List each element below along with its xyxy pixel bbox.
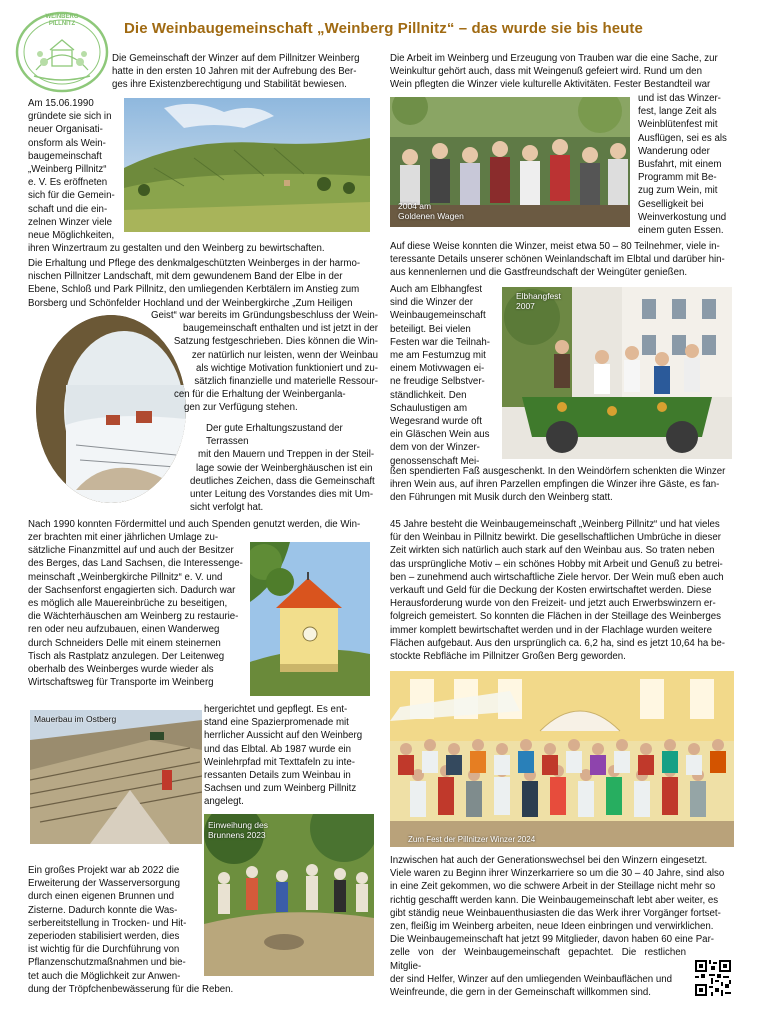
history-line: folgreich gemeistert. So konnten die Flächen in der Steillage des Weinberges — [390, 611, 722, 623]
elbhang-line: beteiligt. Bei vielen — [390, 323, 471, 335]
fest-line: Ausflügen, sei es als — [638, 132, 727, 144]
funding-paragraph — [28, 531, 250, 689]
intro-line: ges ihre Existenzberechtigung und Stabilität bewiesen. — [112, 79, 347, 91]
fest-line: zug zum Wein, mit — [638, 185, 718, 197]
funding-line: sätzliche Finanzmittel auf und auch der Besitzer — [28, 545, 234, 557]
elbhang-line: genossenschaft Mei- — [390, 455, 480, 467]
water-paragraph — [28, 864, 234, 996]
care-line: zer natürlich nur leisten, wenn der Weinbau — [191, 349, 378, 361]
fest-line: Weinblütenfest mit — [638, 119, 718, 131]
funding-top-line: Nach 1990 konnten Fördermittel und auch Spenden genutzt werden, die Win- — [28, 519, 361, 530]
care-paragraph — [28, 257, 378, 310]
fest-line: Busfahrt, mit einem — [638, 159, 722, 171]
fest-line: einem guten Essen. — [638, 225, 724, 237]
care-line: nischen Pillnitzer Landschaft, mit dem gewundenem Band der Elbe in der — [28, 271, 343, 283]
funding-line: es möglich alle Mauereinbrüche zu beseitigen, — [28, 598, 228, 610]
elbhangfest-caption: Elbhangfest 2007 — [516, 291, 561, 311]
wine-party-photo — [390, 97, 630, 227]
path-line: herrlicher Aussicht auf den Weinberg — [204, 730, 363, 742]
history-line: Herausforderung wurde von den Freizeit- und jetzt auch Erwerbswinzern er- — [390, 598, 716, 610]
fest-line: fest, lange Zeit als — [638, 106, 717, 118]
elbhang-line: Festen war die Teilnah- — [390, 336, 490, 348]
water-line: durch einen eigenen Brunnen und — [28, 891, 174, 903]
elbhangfest-photo — [502, 287, 732, 459]
generation-line: richtig geschafft werden kann. Die Weinbaugemeinschaft lebt aber weiter, es — [390, 894, 719, 906]
brunnen-caption: Einweihung des Brunnens 2023 — [208, 820, 269, 840]
way-paragraph — [390, 240, 736, 280]
history-line: immer komplett bewirtschaftet werden und in der Flachlage wurden weitere — [390, 624, 712, 636]
founding-line: Am 15.06.1990 — [28, 98, 94, 109]
elbhang-line: Weinbaugemeinschaft — [390, 310, 486, 322]
history-line: ben – zunehmend auch wirtschaftliche Ziele hervor. Der Wein muß eben auch — [390, 571, 724, 583]
founding-line: sich für die Gemein- — [28, 190, 115, 202]
history-line: verkauft und Geld für die Deckung der Kosten erwirtschaftet werden. Diese — [390, 585, 712, 597]
founding-line: neue Möglichkeiten, — [28, 230, 115, 242]
generation-line: Weinfreunde, die gern in der Gemeinschaft willkommen sind. — [390, 987, 651, 999]
generation-line: zelle von der Weinbaugemeinschaft gepachtet. Die restlichen Mitglie- — [390, 947, 686, 972]
history-line: stockte Rebfläche im Pillnitzer Großen Berg geworden. — [390, 651, 626, 663]
care-line: baugemeinschaft enthalten und ist jetzt in der — [183, 323, 378, 335]
way-line: Auf diese Weise konnten die Winzer, meist etwa 50 – 80 Teilnehmer, viele in- — [390, 241, 720, 252]
history-line: Flächen aufgebaut. Aus den ursprünglich ca. 6,2 ha, sind es jetzt 10,64 ha be- — [390, 637, 725, 649]
water-line: tet auch die Möglichkeit zur Anwen- — [28, 970, 181, 982]
funding-line: oberhalb des Weinberges wurde wieder als — [28, 664, 214, 676]
care-line: cen für die Erhaltung der Weinberganla- — [174, 389, 346, 401]
elbhang-line: ständlichkeit. Den — [390, 389, 467, 401]
funding-line: der Sachsenforst engagierten sich. Dadurch war — [28, 584, 236, 596]
generation-line: zen, fleißig im Weinberg arbeiten, neue Ideen einbringen und verwirklichen. — [390, 921, 714, 933]
fest-line: Geselligkeit bei — [638, 198, 704, 210]
care-line: Die Erhaltung und Pflege des denkmalgeschützten Weinberges in der harmo- — [28, 258, 361, 269]
funding-line: Wirtschaftsweg für Transporte im Weinberg — [28, 677, 214, 689]
culture-paragraph — [390, 52, 736, 92]
terrace-line: deutliches Zeichen, dass die Gemeinschaft — [190, 475, 375, 487]
water-line: Pflanzenschutzmaßnahmen und bie- — [28, 957, 186, 969]
terrace-line: sicht verfolgt hat. — [190, 502, 264, 514]
qr-code[interactable] — [693, 958, 733, 998]
winzerfest-group-photo — [390, 671, 734, 847]
logo — [14, 10, 110, 94]
terrace-line: mit den Mauern und Treppen in der Steil- — [198, 449, 375, 461]
elbhang-end-line: den Führungen mit Musik durch den Weinberg statt. — [390, 492, 613, 504]
elbhang-line: Wegesrand wurde oft — [390, 416, 482, 428]
way-line: aus kennenlernen und die Gastfreundschaft der Weingüter genießen. — [390, 267, 688, 279]
intro-line: hatte in den ersten 10 Jahren mit der Aufrebung des Ber- — [112, 66, 357, 78]
fest-line: und ist das Winzer- — [638, 93, 721, 104]
elbhang-line: me am Festumzug mit — [390, 350, 486, 362]
generation-line: Die Weinbaugemeinschaft hat jetzt 99 Mitglieder, davon haben 60 eine Par- — [390, 934, 715, 946]
elbhang-line: ein Gläschen Wein aus — [390, 429, 490, 441]
water-line: Erweiterung der Wasserversorgung — [28, 878, 181, 890]
care-line: Geist“ war bereits im Gründungsbeschluss der Wein- — [150, 310, 378, 321]
way-line: teressante Details unserer schönen Weinlandschaft im Elbtal und darüber hin- — [390, 254, 725, 266]
brunnen-photo — [204, 814, 374, 976]
path-line: stand eine Spazierpromenade mit — [204, 717, 349, 729]
elbhang-end-line: ihren Wein aus, auf ihren Parzellen empfingen die Winzer ihre Gäste, es fan- — [390, 479, 720, 491]
culture-line: Weinkultur gehört auch, dass mit Weingenuß gefeiert wird. Rund um den — [390, 66, 702, 78]
founding-line: e. V. Es eröffneten — [28, 177, 108, 189]
history-line: Zeit wirkten sich natürlich auch stark auf den Weinbau aus. So traten neben — [390, 545, 715, 557]
wagen-caption: 2004 am Goldenen Wagen — [398, 201, 464, 221]
founding-line: schaft und die ein- — [28, 203, 108, 215]
elbhang-paragraph — [390, 283, 508, 468]
history-paragraph — [390, 518, 736, 663]
logo-text: WEINBERG PILLNITZ — [45, 14, 79, 27]
path-line: ressanten Details zum Weinbau in — [204, 770, 351, 782]
founding-paragraph — [28, 97, 124, 242]
elbhang-end-paragraph — [390, 465, 736, 505]
fest-paragraph — [638, 92, 738, 237]
care-line: als wichtige Motivation funktioniert und zu- — [195, 362, 378, 374]
culture-line: Die Arbeit im Weinberg und Erzeugung von Trauben war die eine Sache, zur — [390, 53, 718, 64]
fest-line: Weinverkostung und — [638, 211, 727, 223]
founding-line: baugemeinschaft — [28, 150, 102, 162]
history-line: für den Weinbau in Pillnitz bewirkt. Die gesellschaftlichen Umbrüche in dieser — [390, 532, 721, 544]
founding-line: „Weinberg Pillnitz“ — [28, 164, 107, 176]
water-line: zeperioden stabilisiert werden, dies — [28, 931, 180, 943]
founding-line: zelnen Winzer viele — [28, 216, 112, 228]
path-line: hergerichtet und gepflegt. Es ent- — [204, 704, 348, 715]
intro-line: Die Gemeinschaft der Winzer auf dem Pillnitzer Weinberg — [112, 53, 360, 64]
path-line: und das Elbtal. Ab 1987 wurde ein — [204, 743, 352, 755]
elbhang-line: Auch am Elbhangfest — [390, 284, 483, 295]
elbhang-end-line: ßen spendierten Faß ausgeschenkt. In den Weindörfern schenkten die Winzer — [390, 466, 726, 477]
water-line: Zisterne. Dadurch konnte die Was- — [28, 904, 178, 916]
terrace-line: Der gute Erhaltungszustand der Terrassen — [206, 423, 343, 448]
history-line: das ursprüngliche Motiv – ein schönes Hobby mit Arbeit und Genuß zu betrei- — [390, 558, 723, 570]
elbhang-line: dem von der Winzer- — [390, 442, 480, 454]
founding-line: gründete sie sich in — [28, 111, 112, 123]
care-line: Ebene, Schloß und Park Pillnitz, den umliegenden Kerbtälern im Anstieg zum — [28, 284, 360, 296]
path-line: angelegt. — [204, 796, 244, 808]
winzerfest-caption: Zum Fest der Pillnitzer Winzer 2024 — [408, 835, 536, 844]
care-line: Satzung festgeschrieben. Dies können die Win- — [173, 336, 378, 348]
history-line: 45 Jahre besteht die Weinbaugemeinschaft „Weinberg Pillnitz“ und hat vieles — [390, 519, 720, 530]
founding-end-line: ihren Winzertraum zu gestalten und den Weinberg zu bewirtschaften. — [28, 243, 325, 254]
care-line: Borsberg und Schönfelder Hochland und der Weinbergkirche „Zum Heiligen — [28, 297, 353, 309]
founding-line: onsform als Wein- — [28, 137, 106, 149]
care-right-paragraph — [140, 309, 378, 415]
funding-line: durch Schneiders Delle mit einem steinernen — [28, 637, 221, 649]
intro-paragraph — [112, 52, 374, 92]
watchtower-photo — [250, 542, 370, 696]
fest-line: Wanderung oder — [638, 145, 710, 157]
elbhang-line: ne freudige Selbstver- — [390, 376, 485, 388]
terrace-line: unter Leitung des Vorstandes dies mit Um- — [190, 489, 374, 501]
funding-line: Tisch als Rastplatz anzulegen. Der Leitenweg — [28, 650, 225, 662]
terrace-paragraph — [190, 422, 378, 514]
vineyard-photo — [124, 98, 370, 232]
care-line: sätzlich finanzielle und materielle Ressour- — [194, 376, 378, 388]
funding-line: zer brachten mit einer jährlichen Umlage zu- — [28, 532, 219, 543]
water-line: dung der Tröpfchenbewässerung für die Reben. — [28, 983, 234, 995]
care-line: gen zur Verfügung stehen. — [184, 402, 298, 414]
generation-line: in eine Zeit gekommen, wo die schwere Arbeit in der Steillage nicht mehr so — [390, 881, 716, 893]
funding-line: des Berges, das Land Sachsen, die Interessenge- — [28, 558, 243, 570]
path-line: Sachsen und zum Weinberg Pillnitz — [204, 783, 357, 795]
wall-building-photo — [30, 710, 202, 844]
founding-line: neuer Organisati- — [28, 124, 103, 136]
water-line: Ein großes Projekt war ab 2022 die — [28, 865, 180, 876]
fest-line: Programm mit Be- — [638, 172, 717, 184]
terrace-line: lage sowie der Weinberghäuschen ist ein — [196, 462, 373, 474]
water-line: serbereitstellung in Trocken- und Hit- — [28, 917, 187, 929]
page-title: Die Weinbaugemeinschaft „Weinberg Pillnitz“ – das wurde sie bis heute — [124, 20, 643, 37]
culture-line: Wein pflegten die Winzer viele kulturelle Aktivitäten. Fester Bestandteil war — [390, 79, 711, 91]
generation-paragraph — [390, 854, 736, 999]
funding-line: ren oder neu aufzubauen, einen Wanderweg — [28, 624, 220, 636]
elbhang-line: einem Motivwagen ei- — [390, 363, 485, 375]
generation-line: Inzwischen hat auch der Generationswechsel bei den Winzern eingesetzt. — [390, 855, 708, 866]
water-line: ist wichtig für die Durchführung von — [28, 944, 180, 956]
generation-line: Viele waren zu Beginn ihrer Winzerkarriere so um die 30 – 40 Jahre, sind also — [390, 868, 725, 880]
funding-line: meinschaft „Weinbergkirche Pillnitz“ e. V. und — [28, 571, 223, 583]
path-line: Weinlehrpfad mit Texttafeln zu inte- — [204, 756, 355, 768]
mauerbau-caption: Mauerbau im Ostberg — [34, 714, 117, 724]
generation-line: gibt ständig neue Weinbauenthusiasten die das Werk ihrer Vorgänger fortset- — [390, 907, 721, 919]
elbhang-line: sind die Winzer der — [390, 297, 473, 309]
funding-line: die Wächterhäuschen am Weinberg zu restaurie- — [28, 611, 239, 623]
path-paragraph — [204, 703, 376, 809]
generation-line: der sind Helfer, Winzer auf den umliegenden Weinbauflächen und — [390, 973, 673, 985]
elbhang-line: Schaulustigen am — [390, 402, 468, 414]
